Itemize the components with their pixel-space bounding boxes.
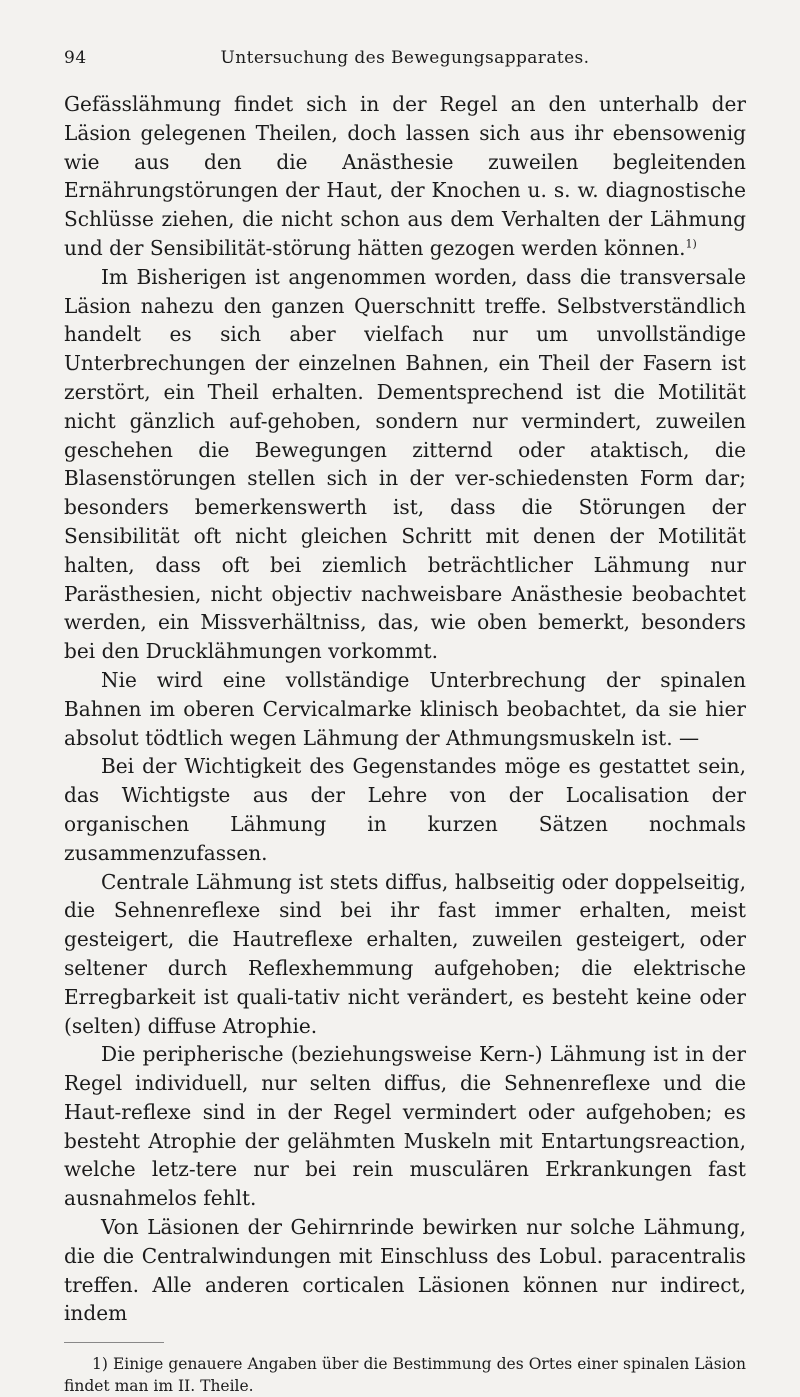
page-header <box>64 48 746 74</box>
paragraph: Die peripherische (beziehungsweise Kern-) Lähmung ist in der Regel individuell, nur selten diffus, die Sehnenreflexe und die Haut-reflexe sind in der Regel vermindert oder aufgehoben; es besteht Atrophie der gelähmten Muskeln mit Entartungsreaction, welche letz-tere nur bei rein musculären Erkrankungen fast ausnahmelos fehlt. <box>64 1042 746 1211</box>
paragraph: Von Läsionen der Gehirnrinde bewirken nur solche Lähmung, die die Centralwindungen mit Einschluss des Lobul. paracentralis treffen. Alle anderen corticalen Läsionen können nur indirect, indem <box>64 1215 746 1326</box>
running-head: Untersuchung des Bewegungsapparates. <box>220 48 590 68</box>
footnote-reference[interactable]: 1) <box>685 237 697 251</box>
paragraph: Centrale Lähmung ist stets diffus, halbseitig oder doppelseitig, die Sehnenreflexe sind bei ihr fast immer erhalten, meist gesteigert, die Hautreflexe erhalten, zuweilen gesteigert, oder seltener durch Reflexhemmung aufgehoben; die elektrische Erregbarkeit ist quali-tativ nicht verändert, es besteht keine oder (selten) diffuse Atrophie. <box>64 869 746 1038</box>
paragraph: Im Bisherigen ist angenommen worden, dass die transversale Läsion nahezu den ganzen Querschnitt treffe. Selbstverständlich handelt es sich aber vielfach nur um unvollständige Unterbrechungen der einzelnen Bahnen, ein Theil der Fasern ist zerstört, ein Theil erhalten. Dementsprechend ist die Motilität nicht gänzlich auf-gehoben, sondern nur vermindert, zuweilen geschehen die Bewegungen zitternd oder ataktisch, die Blasenstörungen stellen sich in der ver-schiedensten Form dar; besonders bemerkenswerth ist, dass die Störungen der Sensibilität oft nicht gleichen Schritt mit denen der Motilität halten, dass oft bei ziemlich beträchtlicher Lähmung nur Parästhesien, nicht objectiv nachweisbare Anästhesie beobachtet werden, ein Missverhältniss, das, wie oben bemerkt, besonders bei den Drucklähmungen vorkommt. <box>64 264 746 664</box>
body-text <box>64 90 746 1397</box>
paragraph: Gefässlähmung findet sich in der Regel an den unterhalb der Läsion gelegenen Theilen, doch lassen sich aus ihr ebensowenig wie aus den die Anästhesie zuweilen begleitenden Ernährungstörungen der Haut, der Knochen u. s. w. diagnostische Schlüsse ziehen, die nicht schon aus dem Verhalten der Lähmung und der Sensibilität-störung hätten gezogen werden können.$^{1)}$ <box>64 92 746 260</box>
footnote-text: Einige genauere Angaben über die Bestimmung des Ortes einer spinalen Läsion findet man im II. Theile. <box>64 1355 746 1396</box>
paragraph: Bei der Wichtigkeit des Gegenstandes möge es gestattet sein, das Wichtigste aus der Lehre von der Localisation der organischen Lähmung in kurzen Sätzen nochmals zusammenzufassen. <box>64 754 746 865</box>
footnote-separator <box>64 1342 164 1343</box>
footnote-marker: 1) <box>92 1355 108 1374</box>
page-number: 94 <box>64 48 87 68</box>
paragraph: Nie wird eine vollständige Unterbrechung der spinalen Bahnen im oberen Cervicalmarke klinisch beobachtet, da sie hier absolut tödtlich wegen Lähmung der Athmungsmuskeln ist. — <box>64 667 746 750</box>
footnote <box>64 1353 746 1397</box>
